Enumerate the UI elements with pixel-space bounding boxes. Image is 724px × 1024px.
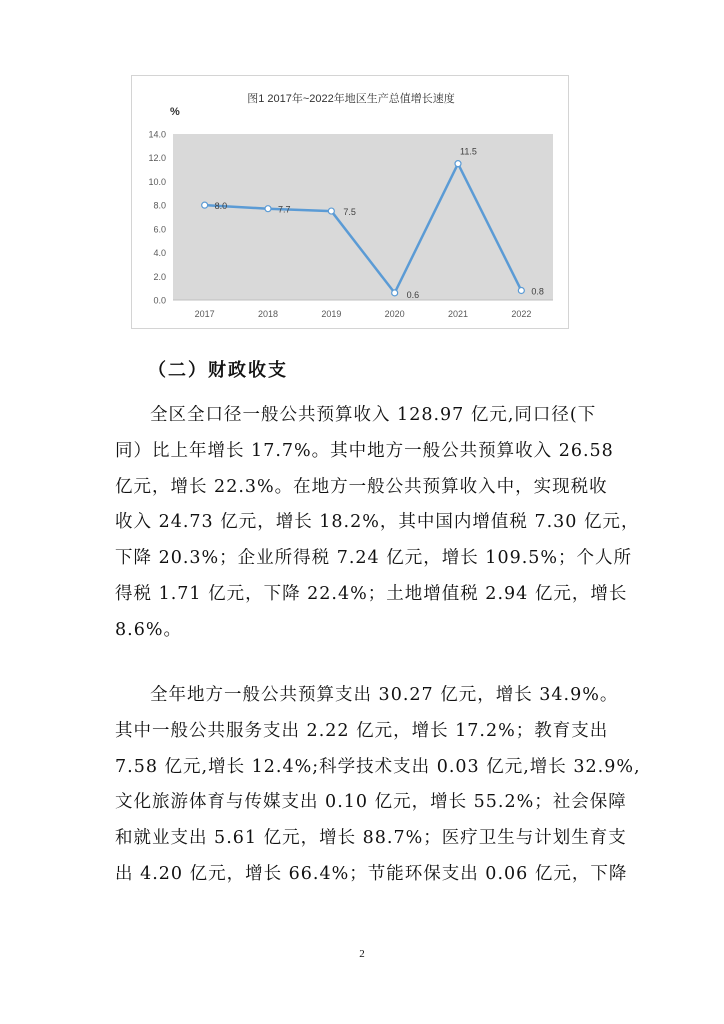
data-label: 7.5 <box>343 207 356 218</box>
text-line: 和就业支出 5.61 亿元，增长 88.7%；医疗卫生与计划生育支 <box>115 828 627 849</box>
y-tick-label: 12.0 <box>148 153 166 164</box>
text-line: 8.6%。 <box>115 619 182 640</box>
data-point <box>518 288 524 294</box>
paragraph-fiscal-revenue <box>115 398 640 649</box>
page-number: 2 <box>359 948 365 960</box>
text-line: 亿元，增长 22.3%。在地方一般公共预算收入中，实现税收 <box>115 476 608 497</box>
paragraph-fiscal-expenditure <box>115 678 641 893</box>
text-line: 7.58 亿元,增长 12.4%;科学技术支出 0.03 亿元,增长 32.9%, <box>115 756 641 777</box>
data-label: 0.6 <box>406 289 420 300</box>
y-tick-label: 2.0 <box>153 271 166 282</box>
text-line: 同）比上年增长 17.7%。其中地方一般公共预算收入 26.58 <box>115 440 614 461</box>
y-tick-label: 14.0 <box>148 129 166 140</box>
data-point <box>392 290 398 296</box>
chart-svg <box>132 76 570 330</box>
data-label: 7.7 <box>278 204 291 215</box>
y-tick-label: 6.0 <box>153 224 166 235</box>
data-label: 11.5 <box>460 146 477 157</box>
x-tick-label: 2020 <box>384 309 405 319</box>
data-point <box>202 202 208 208</box>
data-point <box>455 161 461 167</box>
y-tick-label: 0.0 <box>153 295 166 306</box>
data-label: 0.8 <box>531 286 544 297</box>
text-line: 下降 20.3%；企业所得税 7.24 亿元，增长 109.5%；个人所 <box>115 548 633 569</box>
text-line: 得税 1.71 亿元，下降 22.4%；土地增值税 2.94 亿元，增长 <box>115 583 628 604</box>
y-tick-label: 4.0 <box>153 248 166 259</box>
section-heading: （二）财政收支 <box>148 360 288 381</box>
x-tick-label: 2019 <box>321 309 342 319</box>
text-line: 出 4.20 亿元，增长 66.4%；节能环保支出 0.06 亿元，下降 <box>115 863 628 884</box>
gdp-growth-chart <box>131 75 569 329</box>
data-point <box>328 208 334 214</box>
y-tick-label: 8.0 <box>153 200 166 211</box>
x-tick-label: 2021 <box>447 309 469 319</box>
x-tick-label: 2022 <box>511 309 532 319</box>
x-tick-label: 2018 <box>257 309 279 319</box>
data-point <box>265 206 271 212</box>
text-line: 文化旅游体育与传媒支出 0.10 亿元，增长 55.2%；社会保障 <box>115 792 627 813</box>
text-line: 收入 24.73 亿元，增长 18.2%，其中国内增值税 7.30 亿元， <box>115 512 640 533</box>
text-line: 全年地方一般公共预算支出 30.27 亿元，增长 34.9%。 <box>150 685 619 705</box>
text-line: 其中一般公共服务支出 2.22 亿元，增长 17.2%；教育支出 <box>115 720 609 741</box>
y-tick-label: 10.0 <box>148 176 166 187</box>
chart-title: 图1 2017年~2022年地区生产总值增长速度 <box>247 93 455 105</box>
x-tick-label: 2017 <box>194 309 215 319</box>
y-axis-unit-label: % <box>170 106 180 118</box>
text-line: 全区全口径一般公共预算收入 128.97 亿元,同口径(下 <box>150 405 597 425</box>
plot-area <box>173 134 553 300</box>
data-label: 8.0 <box>214 201 228 212</box>
